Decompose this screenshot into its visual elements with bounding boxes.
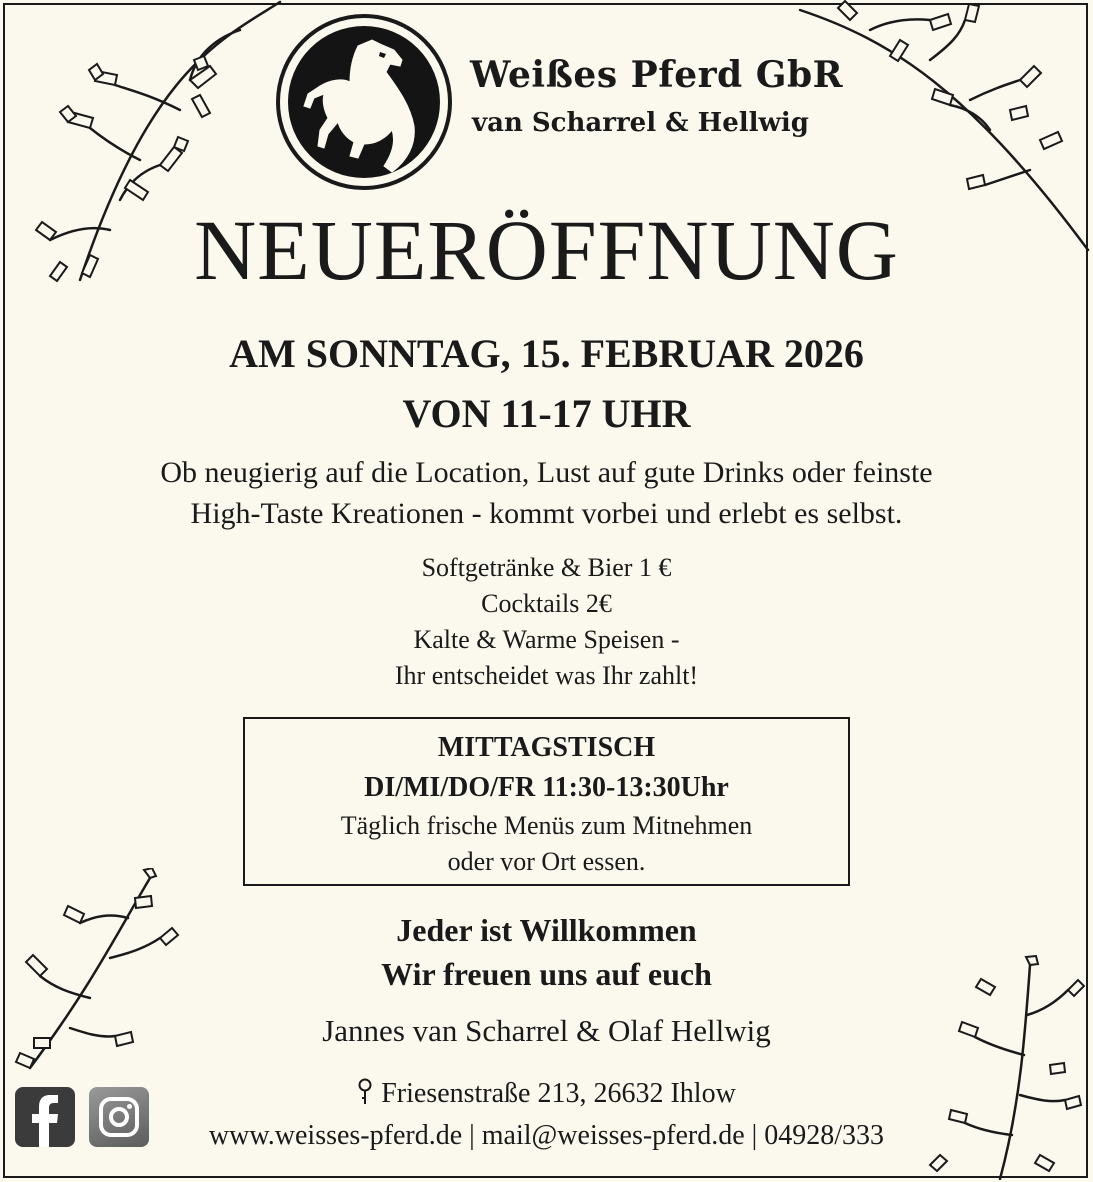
offer-item: Ihr entscheidet was Ihr zahlt! (394, 661, 699, 690)
welcome-line: Wir freuen uns auf euch (381, 956, 712, 992)
lunch-box (243, 717, 850, 886)
intro-line: Ob neugierig auf die Location, Lust auf gute Drinks oder feinste (160, 456, 933, 489)
offer-item: Softgetränke & Bier 1 € (421, 553, 672, 582)
offer-list (0, 550, 1093, 694)
lunch-hours: DI/MI/DO/FR 11:30-13:30Uhr (364, 772, 729, 803)
headline: NEUERÖFFNUNG (194, 202, 899, 298)
lunch-description: Täglich frische Menüs zum Mitnehmen (340, 811, 753, 840)
horse-icon (288, 26, 440, 178)
facebook-icon[interactable] (15, 1087, 75, 1147)
welcome-text (0, 908, 1093, 996)
lunch-description: oder vor Ort essen. (447, 847, 646, 876)
intro-text (0, 452, 1093, 534)
offer-item: Cocktails 2€ (481, 589, 612, 618)
brand-name: Weißes Pferd GbR (470, 54, 844, 96)
event-time: VON 11-17 UHR (402, 391, 691, 436)
brand-logo (276, 14, 452, 190)
instagram-icon[interactable] (89, 1087, 149, 1147)
location-pin-icon (357, 1078, 373, 1106)
offer-item: Kalte & Warme Speisen - (413, 625, 680, 654)
address (0, 1074, 1093, 1114)
welcome-line: Jeder ist Willkommen (396, 912, 697, 948)
event-date: AM SONNTAG, 15. FEBRUAR 2026 (229, 331, 864, 376)
owners: Jannes van Scharrel & Olaf Hellwig (322, 1013, 771, 1048)
brand-subtitle: van Scharrel & Hellwig (472, 108, 809, 138)
address-text: Friesenstraße 213, 26632 Ihlow (381, 1078, 736, 1109)
contact-info: www.weisses-pferd.de | mail@weisses-pferd.de | 04928/333 (208, 1120, 885, 1151)
intro-line: High-Taste Kreationen - kommt vorbei und erlebt es selbst. (190, 497, 903, 530)
lunch-title: MITTAGSTISCH (437, 732, 656, 763)
